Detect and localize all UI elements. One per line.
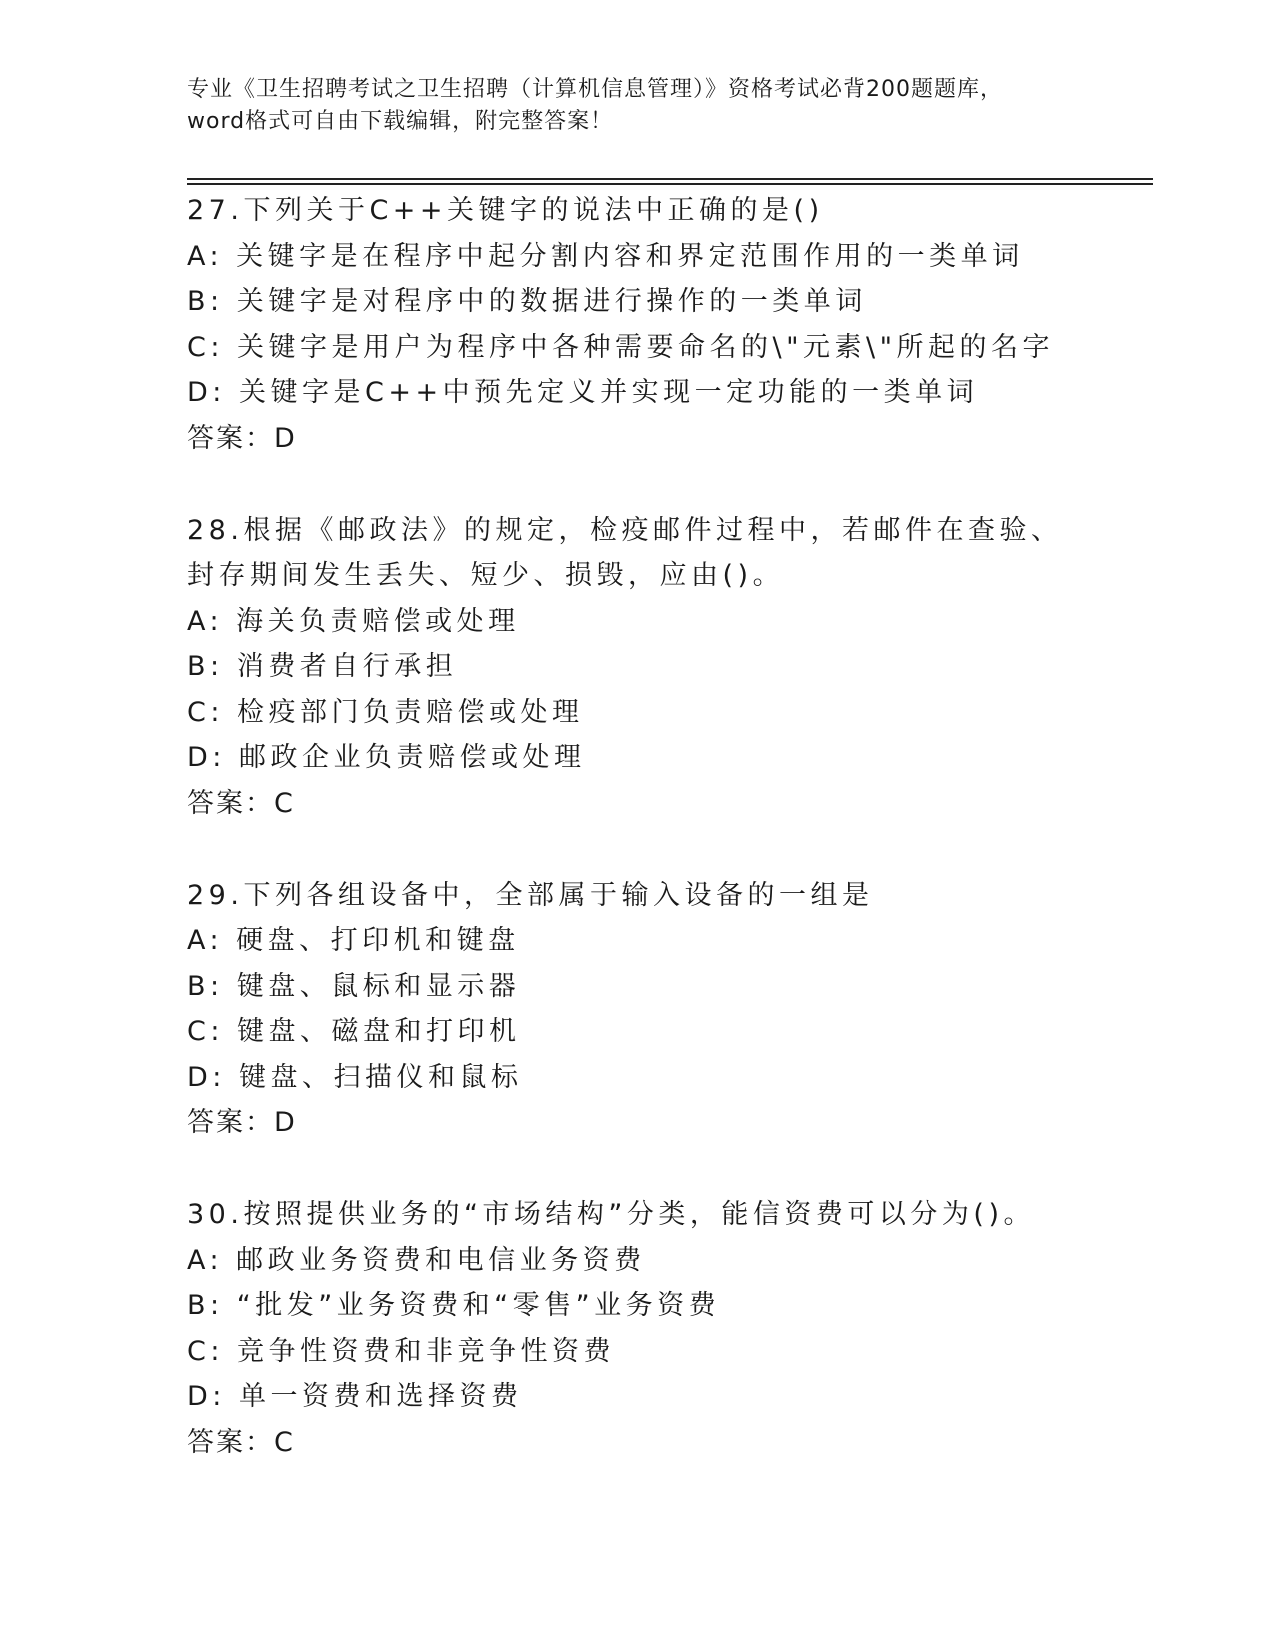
answer: 答案：C [187, 1426, 295, 1458]
question-30 [187, 1192, 1147, 1466]
question-28 [187, 508, 1147, 827]
option-b: B: “批发”业务资费和“零售”业务资费 [187, 1290, 721, 1321]
option-b: B: 关键字是对程序中的数据进行操作的一类单词 [187, 286, 867, 317]
answer: 答案：C [187, 787, 295, 819]
option-b: B: 消费者自行承担 [187, 651, 458, 682]
answer: 答案：D [187, 422, 297, 454]
question-stem: 28.根据《邮政法》的规定，检疫邮件过程中，若邮件在查验、封存期间发生丢失、短少、损毁，应由()。 [187, 514, 1063, 591]
option-a: A: 邮政业务资费和电信业务资费 [187, 1244, 646, 1276]
question-stem: 29.下列各组设备中，全部属于输入设备的一组是 [187, 879, 874, 911]
document-header [187, 74, 1087, 138]
option-a: A: 关键字是在程序中起分割内容和界定范围作用的一类单词 [187, 240, 1024, 272]
option-a: A: 硬盘、打印机和键盘 [187, 925, 520, 956]
question-stem: 27.下列关于C++关键字的说法中正确的是() [187, 195, 824, 226]
question-29 [187, 873, 1147, 1147]
option-a: A: 海关负责赔偿或处理 [187, 605, 520, 637]
option-d: D: 单一资费和选择资费 [187, 1381, 523, 1412]
header-line-1: 专业《卫生招聘考试之卫生招聘（计算机信息管理）》资格考试必背200题题库， [187, 77, 1003, 102]
option-c: C: 键盘、磁盘和打印机 [187, 1016, 521, 1047]
question-27 [187, 188, 1147, 462]
option-c: C: 关键字是用户为程序中各种需要命名的\"元素\"所起的名字 [187, 331, 1055, 363]
option-d: D: 关键字是C++中预先定义并实现一定功能的一类单词 [187, 377, 979, 408]
option-d: D: 邮政企业负责赔偿或处理 [187, 742, 586, 773]
option-c: C: 检疫部门负责赔偿或处理 [187, 696, 584, 728]
answer: 答案：D [187, 1107, 297, 1138]
question-stem: 30.按照提供业务的“市场结构”分类，能信资费可以分为()。 [187, 1199, 1035, 1230]
header-divider-bottom [187, 183, 1153, 185]
option-d: D: 键盘、扫描仪和鼠标 [187, 1061, 523, 1093]
header-line-2: word格式可自由下载编辑，附完整答案！ [187, 109, 614, 134]
header-divider-top [187, 178, 1153, 180]
option-c: C: 竞争性资费和非竞争性资费 [187, 1335, 616, 1367]
question-list [187, 188, 1147, 1512]
option-b: B: 键盘、鼠标和显示器 [187, 970, 521, 1002]
